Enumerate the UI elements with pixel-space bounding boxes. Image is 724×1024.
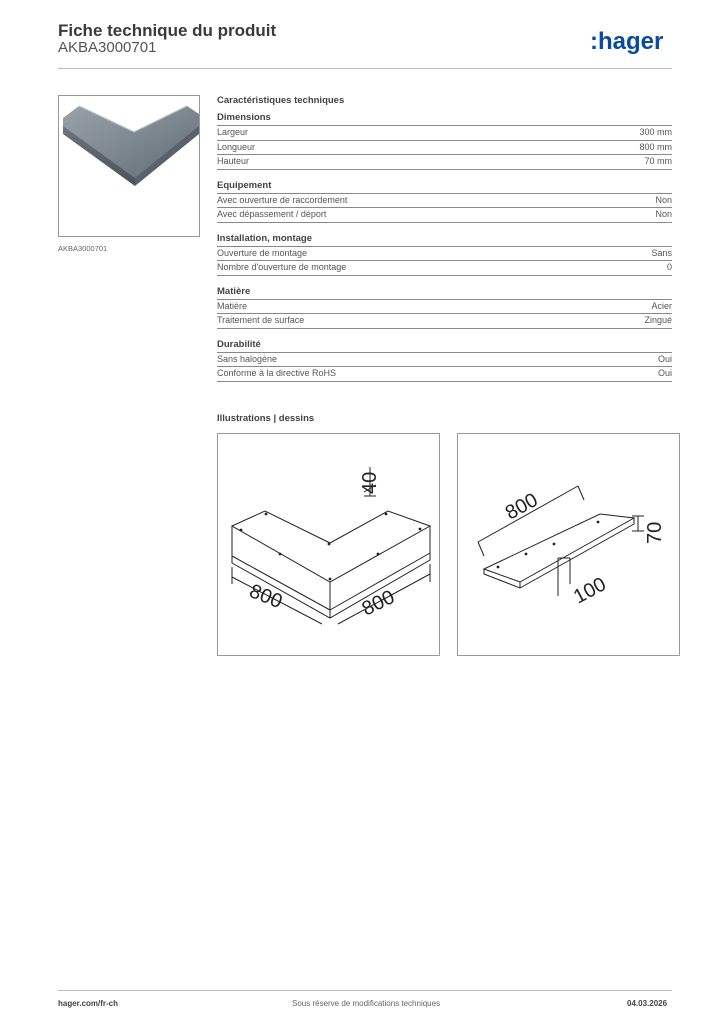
spec-row [217,314,672,329]
hager-logo [590,27,676,57]
spec-value: 70 mm [644,156,672,166]
spec-value: Non [655,209,672,219]
illustrations-heading: Illustrations | dessins [217,413,315,424]
spec-row [217,367,672,382]
spec-group-title: Installation, montage [217,233,672,247]
spec-group-title: Matière [217,286,672,300]
technical-specs [217,96,672,392]
spec-label: Sans halogène [217,353,278,364]
spec-value: 800 mm [639,141,672,152]
spec-row [217,155,672,170]
spec-value: Acier [651,300,672,311]
spec-label: Largeur [217,127,249,137]
spec-row [217,353,672,368]
spec-group-dimensions [217,112,672,170]
spec-label: Avec ouverture de raccordement [217,194,348,205]
spec-label: Ouverture de montage [217,247,308,258]
logo-text: :hager [590,28,664,55]
spec-row [217,247,672,262]
product-caption: AKBA3000701 [58,244,108,253]
spec-row [217,300,672,315]
spec-label: Hauteur [217,156,250,166]
spec-group-title: Dimensions [217,112,672,126]
spec-row [217,194,672,209]
header-divider [58,68,672,69]
spec-value: Non [655,194,672,205]
dim-label: 100 [570,573,610,609]
spec-value: 300 mm [639,127,672,137]
dim-label: 70 [644,521,666,544]
l-shaped-cover-icon [59,96,199,236]
spec-value: Oui [657,368,672,378]
spec-row [217,261,672,276]
dim-label: 800 [246,580,286,614]
spec-value: Sans [651,247,672,258]
spec-value: Oui [657,353,672,364]
spec-group-equipement [217,180,672,223]
footer-note: Sous réserve de modifications techniques [292,999,441,1008]
spec-value: Zingué [644,315,672,325]
spec-group-installation [217,233,672,276]
spec-value: 0 [666,262,672,272]
spec-group-title: Durabilité [217,339,672,353]
product-reference: AKBA3000701 [58,39,157,56]
dim-label: 800 [358,586,399,621]
product-image [58,95,200,237]
spec-label: Longueur [217,141,256,152]
spec-group-matiere [217,286,672,329]
spec-label: Matière [217,300,248,311]
footer-divider [58,990,672,991]
dimension-drawing-top [217,433,440,656]
spec-label: Nombre d'ouverture de montage [217,262,347,272]
spec-row [217,208,672,223]
spec-label: Traitement de surface [217,315,305,325]
spec-group-title: Equipement [217,180,672,194]
page-title: Fiche technique du produit [58,21,277,40]
specs-heading: Caractéristiques techniques [217,95,345,106]
footer-website-link[interactable]: hager.com/fr-ch [58,999,119,1008]
spec-group-durabilite [217,339,672,382]
dim-label: 40 [359,471,381,494]
spec-row [217,126,672,141]
spec-label: Conforme à la directive RoHS [217,368,337,378]
footer-date: 04.03.2026 [627,999,668,1008]
dim-label: 800 [501,488,542,525]
spec-row [217,141,672,156]
spec-label: Avec dépassement / déport [217,209,327,219]
dimension-drawing-side [457,433,680,656]
